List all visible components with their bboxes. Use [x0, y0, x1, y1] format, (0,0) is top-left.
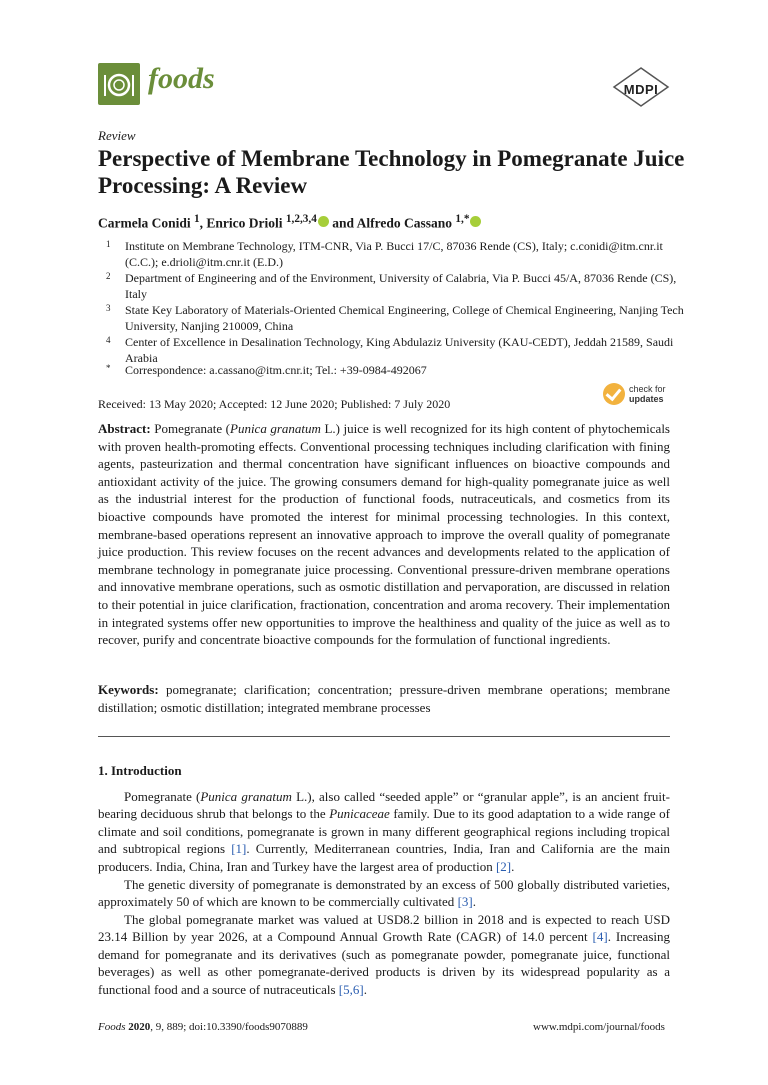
- affiliation-text: Institute on Membrane Technology, ITM-CNR, Via P. Bucci 17/C, 87036 Rende (CS), Italy; c.conidi@itm.cnr.it (C.C.); e.drioli@itm.cnr.it (E.D.): [125, 239, 663, 269]
- citation-link[interactable]: [5,6]: [338, 981, 364, 997]
- body-paragraph: [98, 788, 670, 875]
- section-divider: [98, 736, 670, 737]
- affiliation-number: 4: [106, 335, 111, 345]
- check-updates-line2: updates: [629, 394, 664, 404]
- affiliation-number: 1: [106, 239, 111, 249]
- body-paragraph: [98, 876, 670, 911]
- orcid-icon[interactable]: [318, 216, 329, 227]
- affiliation-number: *: [106, 363, 111, 373]
- abstract: [98, 420, 670, 649]
- text-run: L.), also called “seeded apple” or “granular apple”, is an ancient fruit-bearing deciduous shrub that belongs to the: [98, 789, 670, 822]
- affiliation-number: 3: [106, 303, 111, 313]
- keywords-label: Keywords:: [98, 682, 159, 697]
- publisher-name: MDPI: [623, 82, 659, 97]
- author-affiliation-ref: 1,*: [455, 213, 470, 225]
- correspondence-text: Correspondence: a.cassano@itm.cnr.it; Tel.: +39-0984-492067: [125, 363, 427, 377]
- keywords-text: pomegranate; clarification; concentration; pressure-driven membrane operations; membrane distillation; osmotic distillation; integrated membrane processes: [98, 682, 671, 715]
- citation-link[interactable]: [2]: [495, 858, 512, 874]
- orcid-icon[interactable]: [470, 216, 481, 227]
- footer-journal: Foods: [98, 1021, 126, 1033]
- citation-link[interactable]: [3]: [457, 894, 473, 910]
- author-name: Carmela Conidi: [98, 215, 191, 231]
- article-type: Review: [98, 128, 136, 143]
- journal-name: foods: [148, 62, 215, 95]
- citation-link[interactable]: [1]: [231, 841, 247, 857]
- author-affiliation-ref: 1: [194, 213, 200, 225]
- section-heading: 1. Introduction: [98, 763, 182, 778]
- check-for-updates-badge[interactable]: [603, 383, 673, 409]
- article-title: Perspective of Membrane Technology in Pomegranate Juice Processing: A Review: [98, 146, 685, 198]
- text-run: .: [511, 858, 515, 874]
- check-updates-line1: check for: [629, 384, 666, 394]
- body-paragraph: [98, 911, 670, 998]
- footer-year: 2020: [128, 1021, 151, 1033]
- affiliation-text: Department of Engineering and of the Environment, University of Calabria, Via P. Bucci 45/A, 87036 Rende (CS), Italy: [125, 271, 677, 301]
- abstract-label: Abstract:: [98, 421, 151, 436]
- author-affiliation-ref: 1,2,3,4: [285, 213, 317, 225]
- footer-citation: [98, 1021, 308, 1033]
- text-run: .: [472, 894, 476, 910]
- affiliation-text: Center of Excellence in Desalination Technology, King Abdulaziz University (KAU-CEDT), Jeddah 21589, Saudi Arabia: [125, 335, 674, 365]
- abstract-text: Pomegranate (: [154, 421, 230, 436]
- affiliation-text: State Key Laboratory of Materials-Oriented Chemical Engineering, College of Chemical Engineering, Nanjing Tech University, Nanjing 210009, China: [125, 303, 684, 333]
- text-run: Pomegranate (: [124, 789, 201, 804]
- citation-link[interactable]: [4]: [592, 929, 608, 945]
- author-name: Alfredo Cassano: [356, 215, 452, 231]
- text-run: The global pomegranate market was valued at USD8.2 billion in 2018 and is expected to reach USD 23.14 Billion by year 2026, at a Compound Annual Growth Rate (CAGR) of 14.0 percent: [98, 912, 670, 945]
- text-run-italic: Punica granatum: [200, 789, 292, 804]
- abstract-text: L.) juice is well recognized for its high content of phytochemicals with proven health-promoting effects. Conventional processing techniques including clarification with fining agents, pasteurization and thermal concentration have significant influences on bioactive compounds and antioxidant activity of the juice. The growing consumers demand for high-quality pomegranate juice as well as the industrial interest for the production of functional foods, nutraceuticals, and cosmetics from its bioactive compounds have promoted the interest for minimal processing technologies. In this context, membrane-based operations represent an innovative approach to improve the overall quality of pomegranate juice production. This review focuses on the recent advances and developments related to the application of membrane technology in pomegranate juice processing. Conventional pressure-driven membrane operations and innovative membrane operations, such as osmotic distillation and pervaporation, are discussed in relation to their potential in juice clarification, fractionation, concentration and aroma recovery. Their implementation in integrated systems offer new opportunities to improve the healthiness and quality of the juice as well as to recover, purify and concentrate bioactive compounds for the formulation of functional ingredients.: [98, 421, 670, 648]
- text-run: family. Due to its good adaptation to a wide range of climate and soil conditions, pomegranate is grown in many different geographical regions including tropical and subtropical regions: [98, 806, 670, 857]
- author-list: Carmela Conidi $^1$, Enrico Drioli $^{1,2,3,4}$ and Alfredo Cassano $^{1,*}$: [98, 213, 481, 232]
- check-icon: [603, 383, 625, 405]
- footer-url[interactable]: www.mdpi.com/journal/foods: [533, 1021, 665, 1033]
- keywords: [98, 681, 670, 716]
- text-run: The genetic diversity of pomegranate is demonstrated by an excess of 500 globally distributed varieties, approximately 50 of which are known to be commercially cultivated: [98, 877, 670, 910]
- footer-doi: , 9, 889; doi:10.3390/foods9070889: [150, 1021, 308, 1033]
- affiliation-number: 2: [106, 271, 111, 281]
- text-run: . Currently, Mediterranean countries, India, Iran and California are the main producers. India, China, Iran and Turkey have the largest area of production: [98, 841, 671, 874]
- author-name: Enrico Drioli: [206, 215, 283, 231]
- text-run-italic: Punicaceae: [329, 806, 390, 822]
- text-run: .: [363, 981, 367, 997]
- publisher-logo: [612, 67, 670, 107]
- abstract-species: Punica granatum: [230, 421, 321, 436]
- publication-dates: Received: 13 May 2020; Accepted: 12 June 2020; Published: 7 July 2020: [98, 397, 451, 411]
- text-run: . Increasing demand for pomegranate and its derivatives (such as pomegranate powder, pomegranate juice, functional beverages) as well as other pomegranate-derived products is driven by its widespread popularity as a functional food and a source of nutraceuticals: [98, 929, 671, 997]
- journal-logo-icon: [98, 63, 140, 105]
- author-joiner: and: [332, 215, 354, 231]
